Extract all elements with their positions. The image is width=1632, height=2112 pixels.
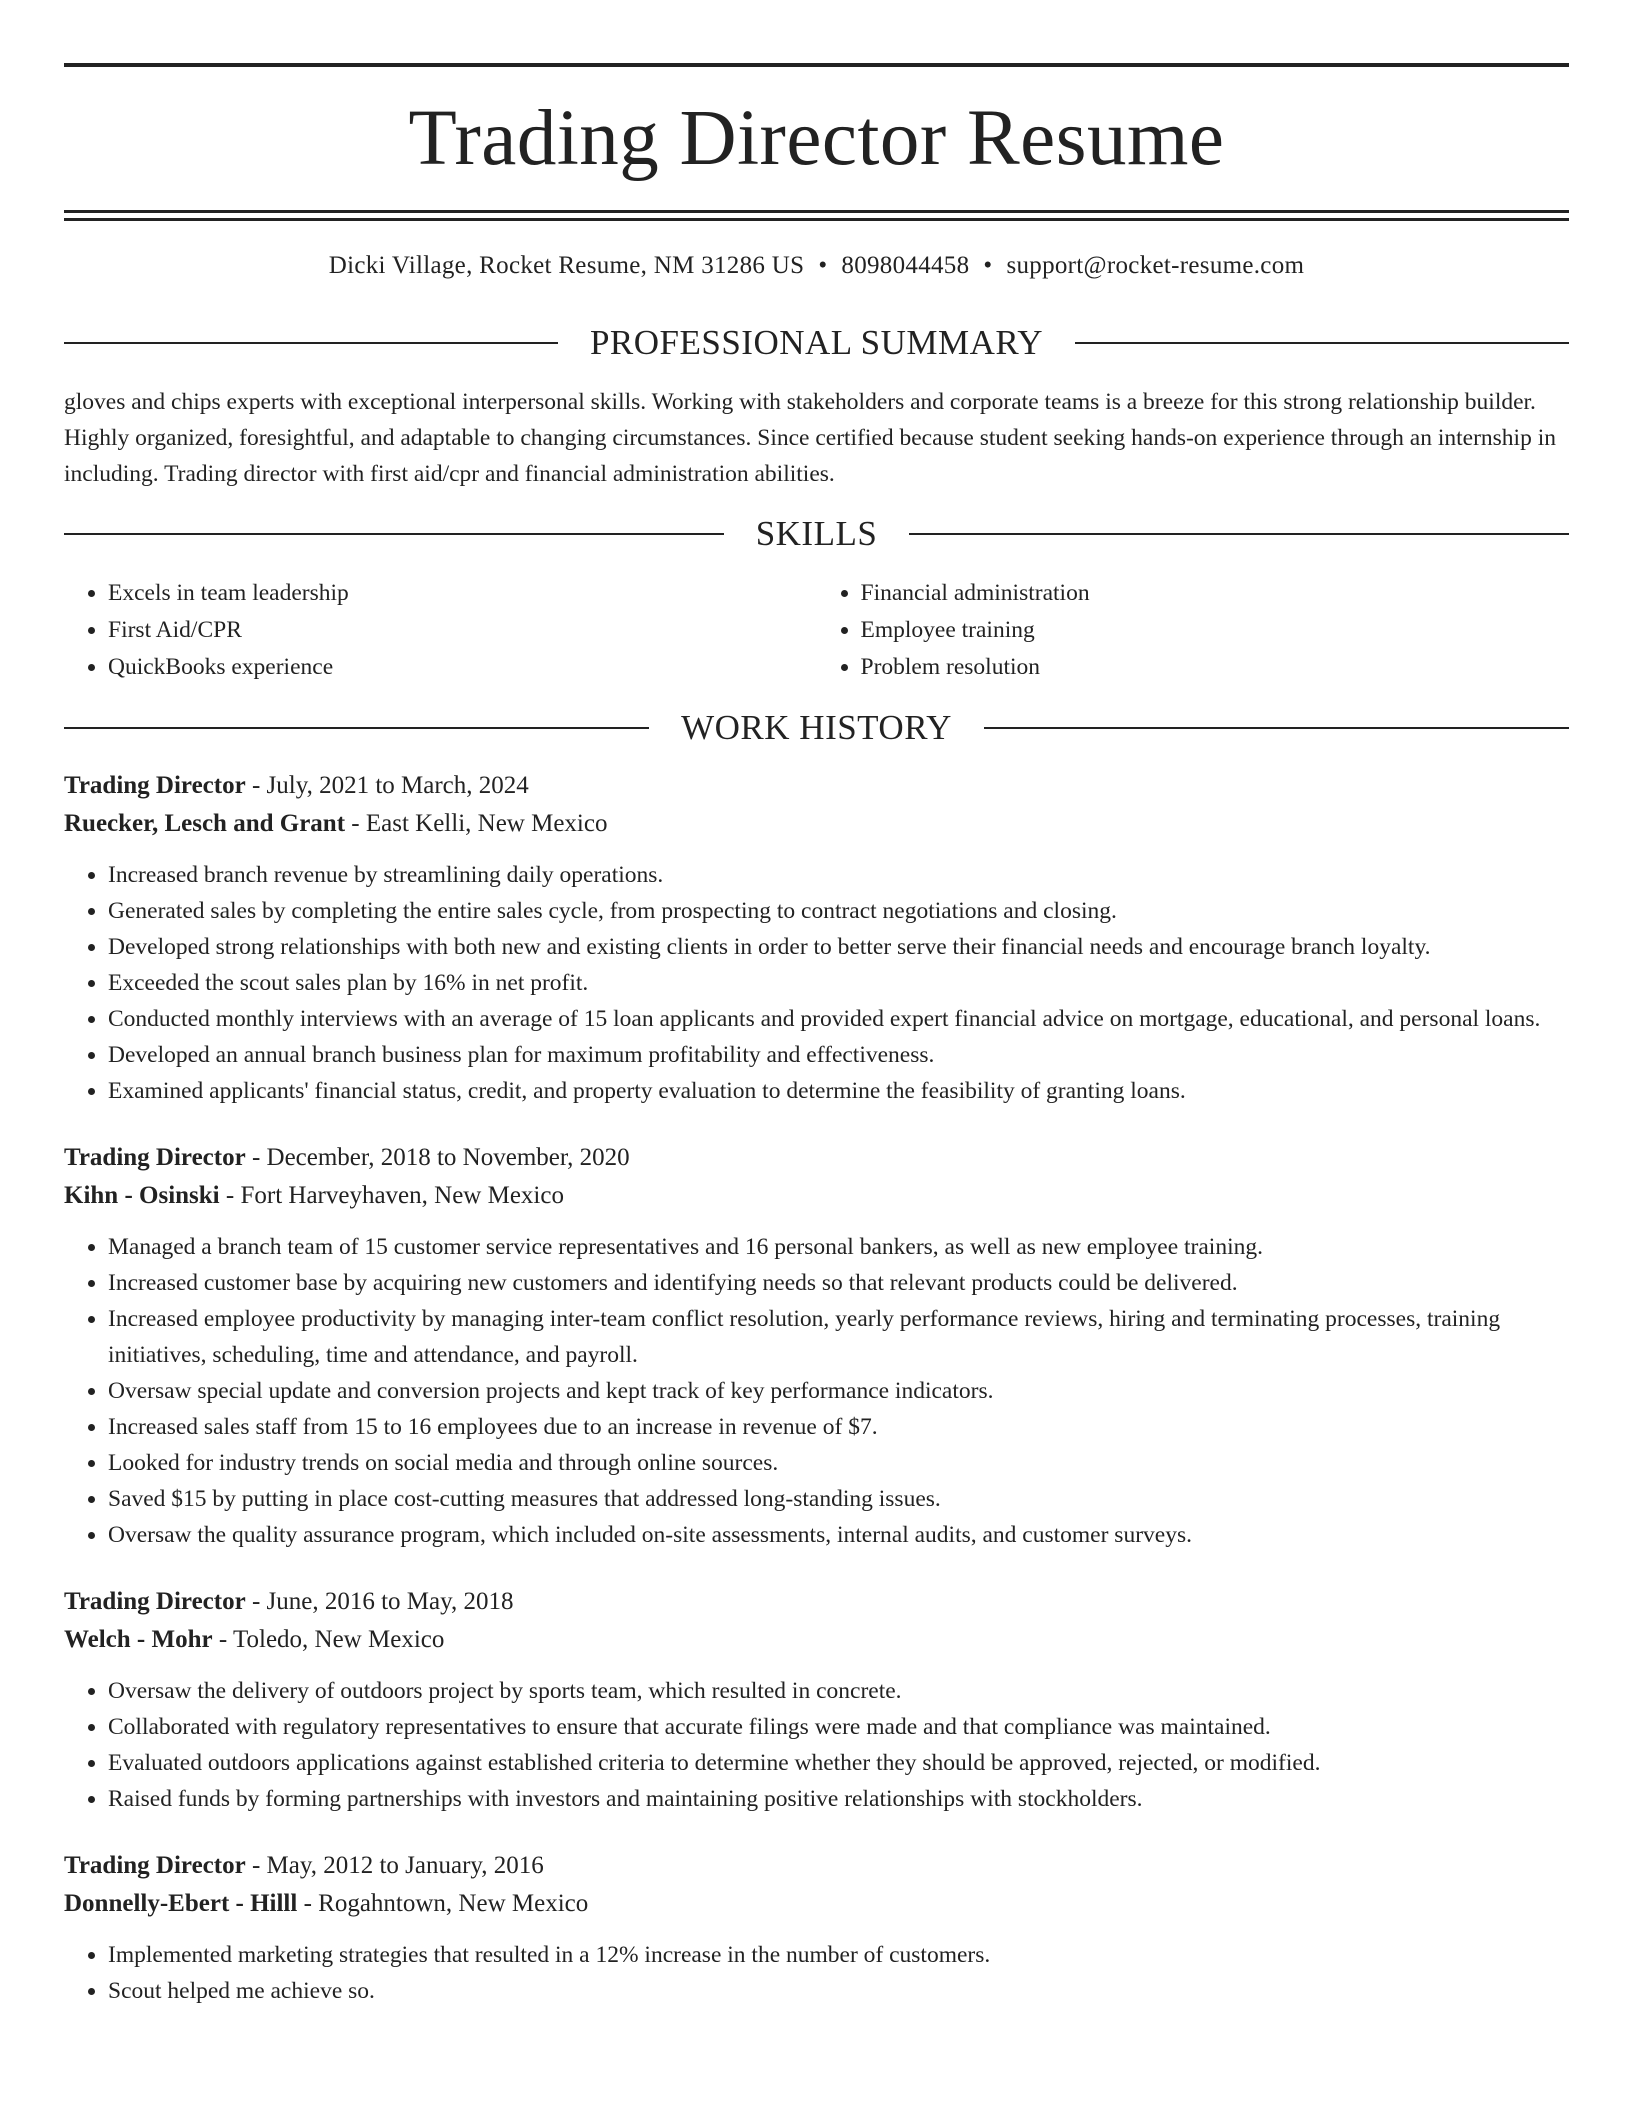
contact-separator: • bbox=[983, 252, 993, 279]
section-heading-work bbox=[64, 710, 1569, 745]
heading-rule-right bbox=[909, 533, 1569, 535]
job-dates: - December, 2018 to November, 2020 bbox=[251, 1144, 630, 1171]
job-title: Trading Director bbox=[64, 1144, 246, 1171]
job-entry bbox=[64, 767, 1569, 1109]
top-rule bbox=[64, 63, 1569, 67]
job-bullet: • Examined applicants' financial status, credit, and property evaluation to determine the feasibility of granting loans. bbox=[108, 1073, 1569, 1109]
job-company-line bbox=[64, 805, 1569, 843]
contact-email: support@rocket-resume.com bbox=[1006, 252, 1305, 279]
job-location: - Fort Harveyhaven, New Mexico bbox=[225, 1182, 564, 1209]
job-bullet: • Increased sales staff from 15 to 16 employees due to an increase in revenue of $7. bbox=[108, 1409, 1569, 1445]
job-bullet: • Evaluated outdoors applications against established criteria to determine whether they should be approved, rejected, or modified. bbox=[108, 1745, 1569, 1781]
title-double-rule bbox=[64, 210, 1569, 221]
job-location: - Toledo, New Mexico bbox=[218, 1626, 445, 1653]
job-bullets bbox=[64, 1673, 1569, 1817]
job-entry bbox=[64, 1583, 1569, 1817]
job-company-line bbox=[64, 1885, 1569, 1923]
heading-rule-left bbox=[64, 727, 649, 729]
skill-item: • Employee training bbox=[861, 612, 1570, 649]
section-title-work: WORK HISTORY bbox=[681, 708, 952, 747]
contact-line bbox=[64, 252, 1569, 280]
job-title: Trading Director bbox=[64, 1588, 246, 1615]
contact-separator: • bbox=[818, 252, 828, 279]
job-bullet: • Increased customer base by acquiring new customers and identifying needs so that relevant products could be delivered. bbox=[108, 1265, 1569, 1301]
job-bullet: • Raised funds by forming partnerships with investors and maintaining positive relationships with stockholders. bbox=[108, 1781, 1569, 1817]
job-bullet: • Oversaw special update and conversion projects and kept track of key performance indicators. bbox=[108, 1373, 1569, 1409]
job-dates: - June, 2016 to May, 2018 bbox=[251, 1588, 514, 1615]
skill-item: • Excels in team leadership bbox=[108, 575, 817, 612]
job-title-line bbox=[64, 1847, 1569, 1885]
job-bullet: • Looked for industry trends on social media and through online sources. bbox=[108, 1445, 1569, 1481]
job-bullet: • Saved $15 by putting in place cost-cutting measures that addressed long-standing issues. bbox=[108, 1481, 1569, 1517]
job-dates: - July, 2021 to March, 2024 bbox=[251, 772, 529, 799]
job-title-line bbox=[64, 767, 1569, 805]
section-heading-skills bbox=[64, 516, 1569, 551]
contact-address: Dicki Village, Rocket Resume, NM 31286 US bbox=[328, 252, 805, 279]
heading-rule-left bbox=[64, 342, 558, 344]
job-company-line bbox=[64, 1621, 1569, 1659]
job-bullet: • Scout helped me achieve so. bbox=[108, 1973, 1569, 2009]
section-title-skills: SKILLS bbox=[755, 514, 878, 553]
job-company-line bbox=[64, 1177, 1569, 1215]
job-title-line bbox=[64, 1139, 1569, 1177]
job-dates: - May, 2012 to January, 2016 bbox=[251, 1852, 544, 1879]
job-company: Ruecker, Lesch and Grant bbox=[64, 810, 346, 837]
job-entry bbox=[64, 1139, 1569, 1553]
job-bullet: • Developed strong relationships with both new and existing clients in order to better serve their financial needs and encourage branch loyalty. bbox=[108, 929, 1569, 965]
summary-text: gloves and chips experts with exceptional interpersonal skills. Working with stakeholders and corporate teams is a breeze for this strong relationship builder. Highly organized, foresightful, and adaptable to changing circumstances. Since certified because student seeking hands-on experience through an internship in including. Trading director with first aid/cpr and financial administration abilities. bbox=[64, 389, 1556, 487]
job-bullet: • Collaborated with regulatory representatives to ensure that accurate filings were made and that compliance was maintained. bbox=[108, 1709, 1569, 1745]
section-heading-summary bbox=[64, 325, 1569, 360]
job-bullet: • Oversaw the quality assurance program, which included on-site assessments, internal audits, and customer surveys. bbox=[108, 1517, 1569, 1553]
job-location: - East Kelli, New Mexico bbox=[351, 810, 608, 837]
job-bullet: • Developed an annual branch business plan for maximum profitability and effectiveness. bbox=[108, 1037, 1569, 1073]
skills-column-right bbox=[817, 575, 1570, 686]
skill-item: • Financial administration bbox=[861, 575, 1570, 612]
job-bullets bbox=[64, 1937, 1569, 2009]
job-company: Kihn - Osinski bbox=[64, 1182, 220, 1209]
skill-item: • Problem resolution bbox=[861, 649, 1570, 686]
job-title: Trading Director bbox=[64, 772, 246, 799]
job-company: Donnelly-Ebert - Hilll bbox=[64, 1890, 298, 1917]
job-company: Welch - Mohr bbox=[64, 1626, 213, 1653]
job-entry bbox=[64, 1847, 1569, 2009]
heading-rule-right bbox=[1075, 342, 1569, 344]
job-bullet: • Oversaw the delivery of outdoors project by sports team, which resulted in concrete. bbox=[108, 1673, 1569, 1709]
skill-item: • First Aid/CPR bbox=[108, 612, 817, 649]
heading-rule-right bbox=[984, 727, 1569, 729]
job-bullets bbox=[64, 857, 1569, 1109]
job-bullet: • Generated sales by completing the entire sales cycle, from prospecting to contract negotiations and closing. bbox=[108, 893, 1569, 929]
heading-rule-left bbox=[64, 533, 724, 535]
section-title-summary: PROFESSIONAL SUMMARY bbox=[589, 323, 1044, 362]
skills-list bbox=[64, 575, 1569, 686]
job-bullet: • Managed a branch team of 15 customer service representatives and 16 personal bankers, as well as new employee training. bbox=[108, 1229, 1569, 1265]
skill-item: • QuickBooks experience bbox=[108, 649, 817, 686]
job-title-line bbox=[64, 1583, 1569, 1621]
job-bullet: • Implemented marketing strategies that resulted in a 12% increase in the number of customers. bbox=[108, 1937, 1569, 1973]
job-bullet: • Exceeded the scout sales plan by 16% in net profit. bbox=[108, 965, 1569, 1001]
skills-column-left bbox=[64, 575, 817, 686]
job-bullet: • Conducted monthly interviews with an average of 15 loan applicants and provided expert financial advice on mortgage, educational, and personal loans. bbox=[108, 1001, 1569, 1037]
resume-page bbox=[64, 63, 1569, 2009]
contact-phone: 8098044458 bbox=[841, 252, 970, 279]
job-bullets bbox=[64, 1229, 1569, 1553]
resume-title: Trading Director Resume bbox=[408, 95, 1225, 182]
job-location: - Rogahntown, New Mexico bbox=[303, 1890, 589, 1917]
job-bullet: • Increased branch revenue by streamlining daily operations. bbox=[108, 857, 1569, 893]
job-bullet: • Increased employee productivity by managing inter-team conflict resolution, yearly performance reviews, hiring and terminating processes, training initiatives, scheduling, time and attendance, and payroll. bbox=[108, 1301, 1569, 1373]
job-title: Trading Director bbox=[64, 1852, 246, 1879]
